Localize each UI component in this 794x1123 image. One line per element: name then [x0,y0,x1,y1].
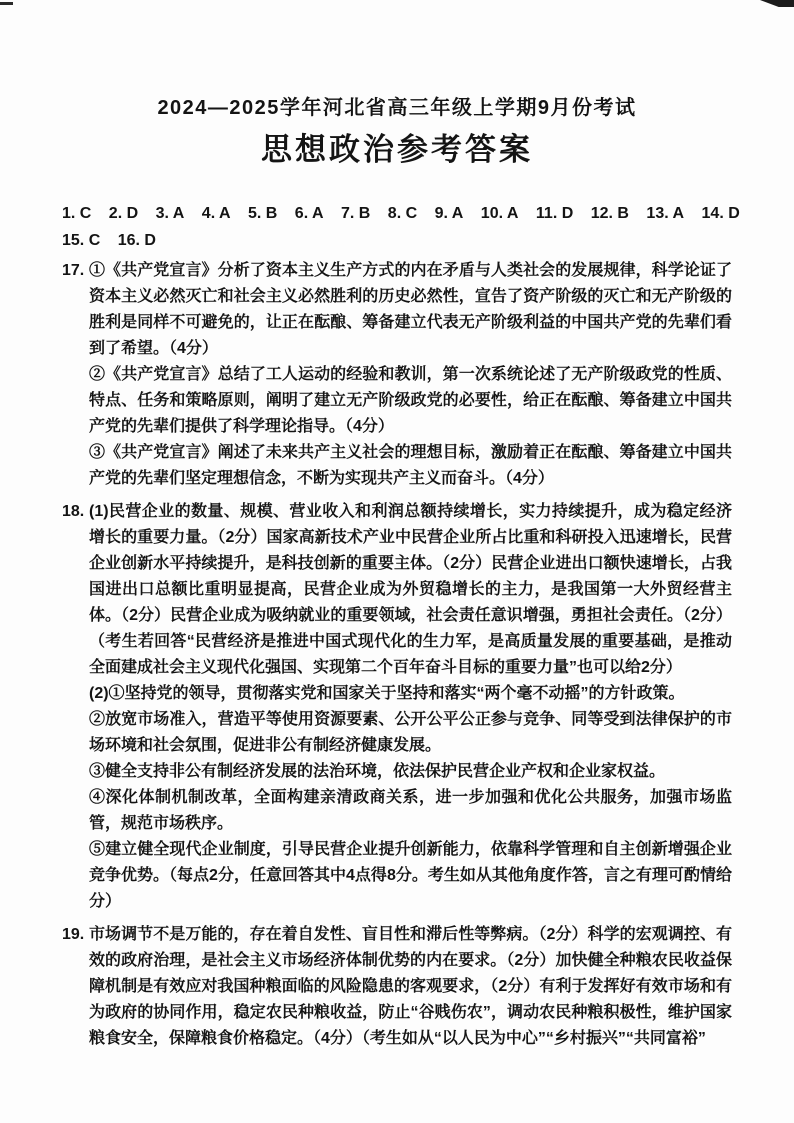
answer-paragraph: ①《共产党宣言》分析了资本主义生产方式的内在矛盾与人类社会的发展规律，科学论证了资本主义必然灭亡和社会主义必然胜利的历史必然性，宣告了资产阶级的灭亡和无产阶级的胜利是同样不可避免的，让正在酝酿、筹备建立代表无产阶级利益的中国共产党的先辈们看到了希望。（4分） [89,262,732,358]
mcq-answer: 4. A [201,205,231,223]
answer-paragraph: (2)①坚持党的领导，贯彻落实党和国家关于坚持和落实“两个毫不动摇”的方针政策。 [89,685,685,703]
mcq-answer: 6. A [294,205,324,223]
answer-paragraph: ②放宽市场准入，营造平等使用资源要素、公开公平公正参与竞争、同等受到法律保护的市场环境和社会氛围，促进非公有制经济健康发展。 [89,711,732,755]
mcq-answer: 3. A [155,205,185,223]
free-response-answers [62,258,732,1052]
mcq-answer: 5. B [248,205,278,223]
exam-title: 2024—2025学年河北省高三年级上学期9月份考试 [157,97,637,119]
answer-paragraph: ③《共产党宣言》阐述了未来共产主义社会的理想目标，激励着正在酝酿、筹备建立中国共产党的先辈们坚定理想信念，不断为实现共产主义而奋斗。（4分） [89,444,732,488]
document-header [62,96,732,168]
multiple-choice-answers [62,200,740,254]
answer-paragraph: 市场调节不是万能的，存在着自发性、盲目性和滞后性等弊病。（2分）科学的宏观调控、有效的政府治理，是社会主义市场经济体制优势的内在要求。（2分）加快健全种粮农民收益保障机制是有效应对我国种粮面临的风险隐患的客观要求，（2分）有利于发挥好有效市场和有为政府的协同作用，稳定农民种粮收益，防止“谷贱伤农”，调动农民种粮积极性，维护国家粮食安全，保障粮食价格稳定。（4分）（考生如从“以人民为中心”“乡村振兴”“共同富裕” [89,926,732,1048]
mcq-row-1 [62,200,740,227]
mcq-answer: 10. A [480,205,519,223]
mcq-answer: 7. B [341,205,371,223]
answer-key-title: 思想政治参考答案 [261,132,533,167]
question-17 [62,258,732,492]
mcq-row-2 [62,227,732,254]
question-body [89,922,732,1052]
question-number: 17. [62,262,85,280]
question-18 [62,499,732,915]
mcq-answer: 12. B [590,205,629,223]
question-number: 19. [62,926,85,944]
answer-paragraph: ④深化体制机制改革，全面构建亲清政商关系，进一步加强和优化公共服务，加强市场监管，规范市场秩序。 [89,789,732,833]
mcq-answer: 2. D [108,205,139,223]
mcq-answer: 1. C [62,205,92,223]
answer-paragraph: ②《共产党宣言》总结了工人运动的经验和教训，第一次系统论述了无产阶级政党的性质、特点、任务和策略原则，阐明了建立无产阶级政党的必要性，给正在酝酿、筹备建立中国共产党的先辈们提供了科学理论指导。（4分） [89,366,732,436]
mcq-answer: 15. C [62,232,101,250]
mcq-answer: 11. D [535,205,574,223]
mcq-answer: 16. D [117,232,156,250]
mcq-answer: 8. C [387,205,418,223]
answer-paragraph: ⑤建立健全现代企业制度，引导民营企业提升创新能力，依靠科学管理和自主创新增强企业竞争优势。（每点2分，任意回答其中4点得8分。考生如从其他角度作答，言之有理可酌情给分） [89,841,732,911]
question-body [89,499,732,915]
mcq-answer: 9. A [434,205,464,223]
question-body [89,258,732,492]
answer-paragraph: (1)民营企业的数量、规模、营业收入和利润总额持续增长，实力持续提升，成为稳定经济增长的重要力量。（2分）国家高新技术产业中民营企业所占比重和科研投入迅速增长，民营企业创新水平持续提升，是科技创新的重要主体。（2分）民营企业进出口额快速增长，占我国进出口总额比重明显提高，民营企业成为外贸稳增长的主力，是我国第一大外贸经营主体。（2分）民营企业成为吸纳就业的重要领域，社会责任意识增强，勇担社会责任。（2分）（考生若回答“民营经济是推进中国式现代化的生力军，是高质量发展的重要基础，是推动全面建成社会主义现代化强国、实现第二个百年奋斗目标的重要力量”也可以给2分） [89,503,732,677]
mcq-answer: 13. A [646,205,685,223]
mcq-answer: 14. D [701,205,740,223]
question-number: 18. [62,503,85,521]
scan-artifact-top-left [0,2,13,5]
answer-paragraph: ③健全支持非公有制经济发展的法治环境，依法保护民营企业产权和企业家权益。 [89,763,666,781]
question-19 [62,922,732,1052]
